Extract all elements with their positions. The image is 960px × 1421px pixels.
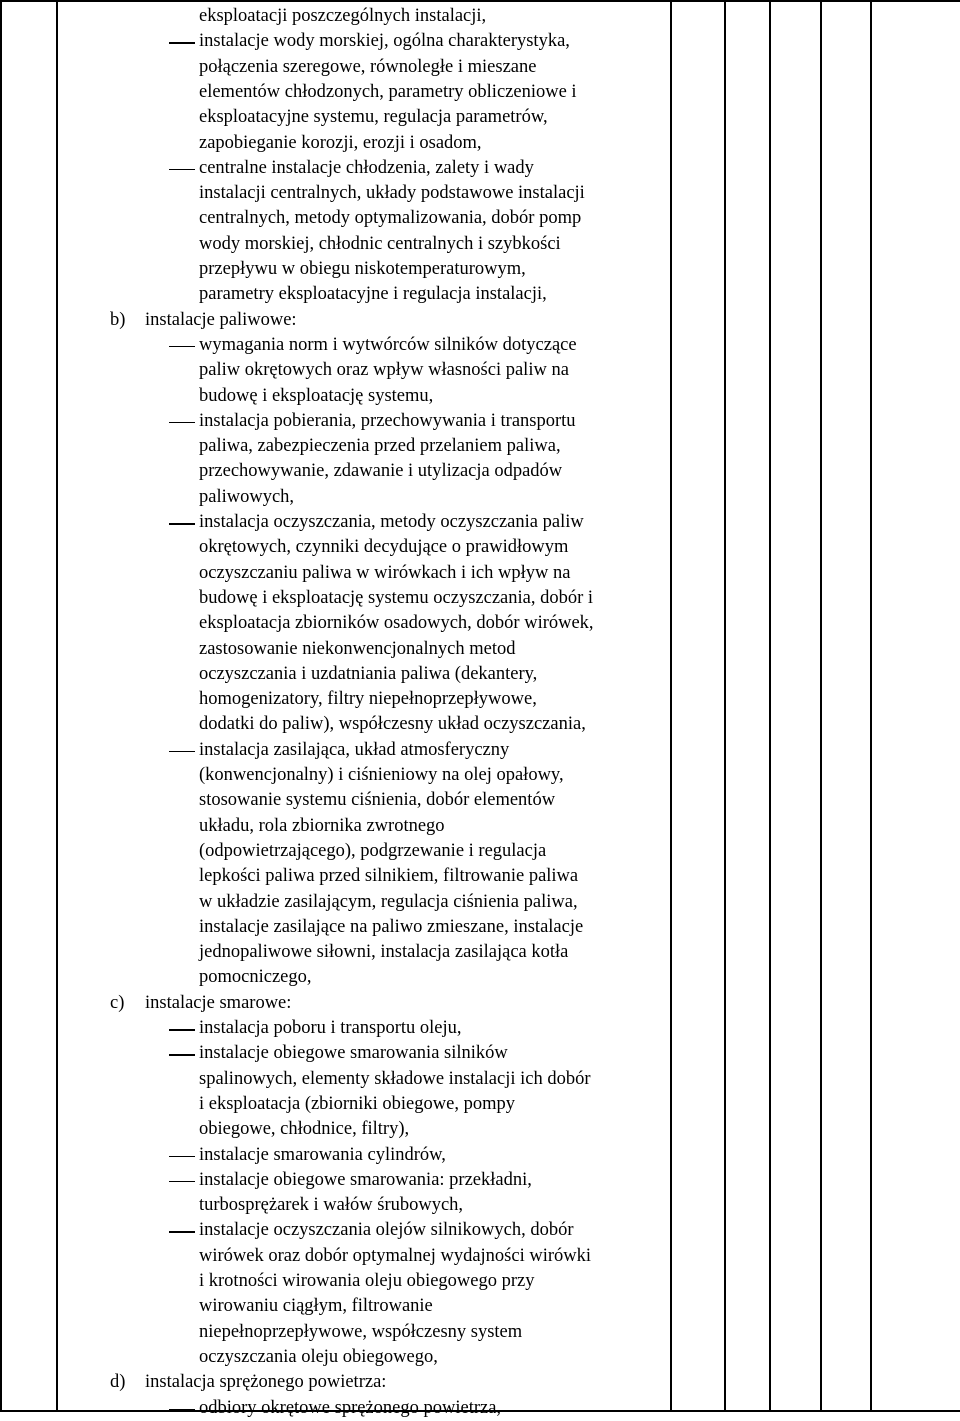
text-line: paliwa, zabezpieczenia przed przelaniem paliwa, bbox=[199, 436, 561, 457]
text-line: budowę i eksploatację systemu oczyszczania, dobór i bbox=[199, 587, 594, 608]
text-line: obiegowe, chłodnice, filtry), bbox=[199, 1119, 410, 1140]
text-line: instalacje zasilające na paliwo zmieszane, instalacje bbox=[199, 916, 584, 937]
text-line: okrętowych, czynniki decydujące o prawidłowym bbox=[199, 537, 569, 558]
dash-bullet-icon bbox=[169, 169, 195, 171]
text-line: niepełnoprzepływowe, współczesny system bbox=[199, 1321, 523, 1342]
text-line: wody morskiej, chłodnic centralnych i szybkości bbox=[199, 233, 561, 254]
table-row bbox=[1, 1, 960, 1411]
empty-column-cell bbox=[770, 1, 821, 1411]
text-line: eksploatacja zbiorników osadowych, dobór wirówek, bbox=[199, 613, 594, 634]
lp-column-cell bbox=[1, 1, 57, 1411]
text-line: instalacje oczyszczania olejów silnikowych, dobór bbox=[199, 1220, 574, 1241]
text-line: wymagania norm i wytwórców silników dotyczące bbox=[199, 334, 577, 355]
text-line: centralne instalacje chłodzenia, zalety i wady bbox=[199, 157, 534, 178]
text-line: wirowaniu ciągłym, filtrowanie bbox=[199, 1296, 433, 1317]
text-line: lepkości paliwa przed silnikiem, filtrowanie paliwa bbox=[199, 866, 579, 887]
section-label: c) bbox=[110, 992, 125, 1013]
text-line: w układzie zasilającym, regulacja ciśnienia paliwa, bbox=[199, 891, 578, 912]
text-line: instalacja zasilająca, układ atmosferyczny bbox=[199, 739, 510, 760]
text-line: stosowanie systemu ciśnienia, dobór elementów bbox=[199, 790, 556, 811]
dash-bullet-icon bbox=[169, 523, 195, 525]
text-line: odbiory okrętowe sprężonego powietrza, bbox=[199, 1397, 502, 1418]
dash-bullet-icon bbox=[169, 1029, 195, 1031]
text-line: instalacje obiegowe smarowania silników bbox=[199, 1043, 508, 1064]
text-line: zastosowanie niekonwencjonalnych metod bbox=[199, 638, 516, 659]
text-line: spalinowych, elementy składowe instalacji ich dobór bbox=[199, 1068, 591, 1089]
dash-bullet-icon bbox=[169, 1181, 195, 1183]
text-line: oczyszczania oleju obiegowego, bbox=[199, 1346, 438, 1367]
text-line: pomocniczego, bbox=[199, 967, 312, 988]
text-line: turbosprężarek i wałów śrubowych, bbox=[199, 1195, 464, 1216]
dash-bullet-icon bbox=[169, 1054, 195, 1056]
empty-column-cell bbox=[871, 1, 960, 1411]
text-line: (konwencjonalny) i ciśnieniowy na olej opałowy, bbox=[199, 765, 564, 785]
text-line: instalacje obiegowe smarowania: przekładni, bbox=[199, 1169, 532, 1190]
text-line: dodatki do paliw), współczesny układ oczyszczania, bbox=[199, 714, 586, 735]
empty-column-cell bbox=[671, 1, 725, 1411]
text-line: homogenizatory, filtry niepełnoprzepływowe, bbox=[199, 689, 537, 710]
dash-bullet-icon bbox=[169, 1156, 195, 1158]
section-label: b) bbox=[110, 309, 126, 330]
dash-bullet-icon bbox=[169, 1409, 195, 1411]
text-line: i eksploatacja (zbiorniki obiegowe, pompy bbox=[199, 1093, 515, 1114]
text-line: wirówek oraz dobór optymalnej wydajności wirówki bbox=[199, 1245, 592, 1266]
text-line: oczyszczaniu paliwa w wirówkach i ich wpływ na bbox=[199, 562, 571, 583]
text-line: centralnych, metody optymalizowania, dobór pomp bbox=[199, 208, 582, 229]
text-line: budowę i eksploatację systemu, bbox=[199, 385, 434, 406]
text-line: instalacja poboru i transportu oleju, bbox=[199, 1018, 462, 1038]
text-line: instalacje smarowania cylindrów, bbox=[199, 1144, 446, 1165]
empty-column-cell bbox=[821, 1, 871, 1411]
dash-bullet-icon bbox=[169, 42, 195, 44]
text-line: instalacja oczyszczania, metody oczyszczania paliw bbox=[199, 512, 584, 532]
content-column-cell bbox=[57, 1, 671, 1418]
text-line: oczyszczania i uzdatniania paliwa (dekantery, bbox=[199, 663, 538, 684]
text-line: instalacja pobierania, przechowywania i transportu bbox=[199, 410, 576, 431]
section-heading: instalacja sprężonego powietrza: bbox=[145, 1372, 387, 1393]
text-line: instalacji centralnych, układy podstawowe instalacji bbox=[199, 183, 585, 204]
text-line: przepływu w obiegu niskotemperaturowym, bbox=[199, 259, 526, 279]
text-line: paliw okrętowych oraz wpływ własności paliw na bbox=[199, 360, 569, 381]
text-line: zapobieganie korozji, erozji i osadom, bbox=[199, 132, 482, 153]
text-line: instalacje wody morskiej, ogólna charakterystyka, bbox=[199, 31, 570, 52]
dash-bullet-icon bbox=[169, 346, 195, 348]
section-heading: instalacje smarowe: bbox=[145, 992, 292, 1013]
text-line: jednopaliwowe siłowni, instalacja zasilająca kotła bbox=[199, 942, 569, 963]
text-line: parametry eksploatacyjne i regulacja instalacji, bbox=[199, 284, 547, 305]
text-line: eksploatacji poszczególnych instalacji, bbox=[199, 6, 487, 26]
section-heading: instalacje paliwowe: bbox=[145, 309, 297, 330]
text-line: układu, rola zbiornika zwrotnego bbox=[199, 815, 445, 836]
dash-bullet-icon bbox=[169, 751, 195, 753]
dash-bullet-icon bbox=[169, 1231, 195, 1233]
text-line: przechowywanie, zdawanie i utylizacja odpadów bbox=[199, 461, 563, 482]
text-line: połączenia szeregowe, równoległe i mieszane bbox=[199, 56, 537, 77]
dash-bullet-icon bbox=[169, 422, 195, 424]
text-line: elementów chłodzonych, parametry obliczeniowe i bbox=[199, 81, 577, 102]
text-line: i krotności wirowania oleju obiegowego przy bbox=[199, 1271, 535, 1291]
text-line: eksploatacyjne systemu, regulacja parametrów, bbox=[199, 107, 548, 128]
text-line: paliwowych, bbox=[199, 486, 295, 507]
text-line: (odpowietrzającego), podgrzewanie i regulacja bbox=[199, 840, 547, 861]
empty-column-cell bbox=[725, 1, 770, 1411]
section-label: d) bbox=[110, 1372, 126, 1393]
